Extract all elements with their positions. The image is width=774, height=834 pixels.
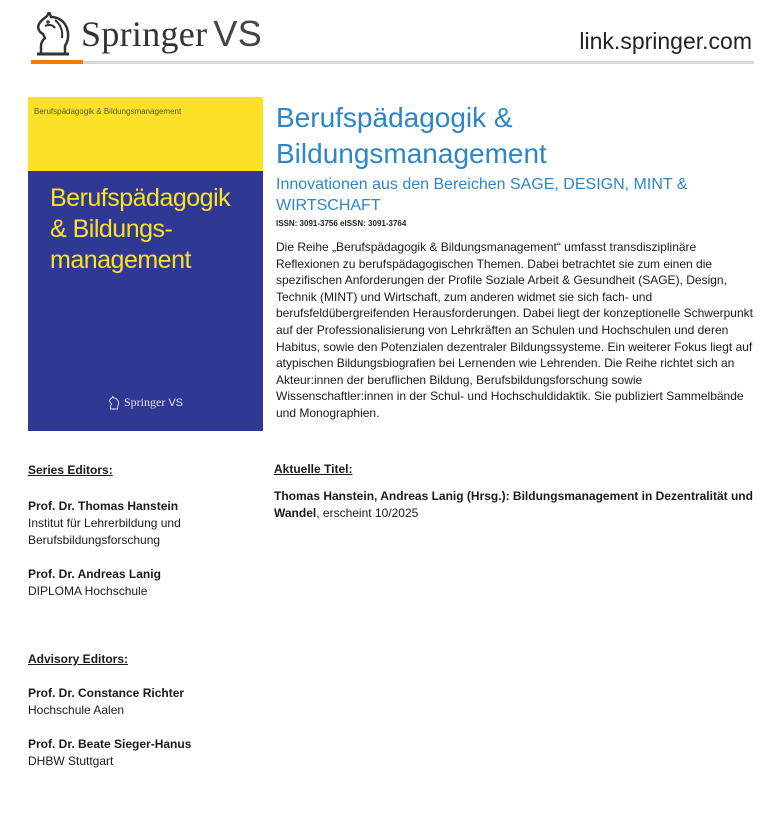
editor-affiliation: DIPLOMA Hochschule xyxy=(28,584,148,598)
editor-name: Prof. Dr. Thomas Hanstein xyxy=(28,499,179,513)
series-title-line: Berufspädagogik & xyxy=(276,102,513,133)
cover-band xyxy=(28,97,263,171)
brand-wordmark xyxy=(81,13,262,55)
series-issn: ISSN: 3091-3756 eISSN: 3091-3764 xyxy=(276,219,407,228)
advisory-editors-heading: Advisory Editors: xyxy=(28,652,129,666)
cover-title-line: & Bildungs- xyxy=(50,215,173,243)
cover-publisher-logo xyxy=(28,395,263,410)
editor-affiliation: Institut für Lehrerbildung und xyxy=(28,516,181,530)
cover-title-line: Berufspädagogik xyxy=(50,184,231,212)
book-cover[interactable] xyxy=(28,97,263,431)
brand-suffix: VS xyxy=(213,13,263,54)
cover-brand-name: Springer xyxy=(123,395,166,409)
editor-affiliation: DHBW Stuttgart xyxy=(28,754,114,768)
brand-name: Springer xyxy=(81,14,208,54)
series-title xyxy=(276,100,754,172)
site-url-link[interactable]: link.springer.com xyxy=(579,28,752,54)
editor-name: Prof. Dr. Constance Richter xyxy=(28,686,185,700)
cover-brand-suffix: VS xyxy=(168,396,183,409)
series-description: Die Reihe „Berufspädagogik & Bildungsmanagement“ umfasst transdisziplinäre Reflexionen zu berufspädagogischen Themen. Dabei betrachtet sie zum einen die spezifischen Anforderungen der Profile Soziale Arbeit & Gesundheit (SAGE), Design, Technik (MINT) und Wirtschaft, zum anderen widmet sie sich fach- und berufsfeldübergreifenden Herausforderungen. Dabei liegt der konzeptionelle Schwerpunkt auf der Professionalisierung von Lehrkräften an Schulen und Hochschulen und deren Habitus, sowie den Potenzialen dezentraler Bildungssysteme. Ein weiterer Fokus liegt auf atypischen Bildungsbiografien bei Lernenden wie Lehrenden. Die Reihe richtet sich an Akteur:innen der beruflichen Bildung, Berufsbildungsforschung sowie Wissenschaftler:innen in der Schul- und Hochschuldidaktik. Sie publiziert Sammelbände und Monographien. xyxy=(276,240,753,420)
editor-affiliation: Hochschule Aalen xyxy=(28,703,125,717)
editor-entry xyxy=(28,685,268,719)
header-divider xyxy=(83,61,754,64)
editor-affiliation: Berufsbildungsforschung xyxy=(28,533,161,547)
series-title-line: Bildungsmanagement xyxy=(276,138,547,169)
series-subtitle: Innovationen aus den Bereichen SAGE, DESIGN, MINT & WIRTSCHAFT xyxy=(276,176,688,214)
knight-horse-icon xyxy=(33,12,73,56)
series-editors-heading: Series Editors: xyxy=(28,463,113,477)
springer-logo[interactable] xyxy=(33,12,262,56)
current-title-status: , erscheint 10/2025 xyxy=(316,506,419,520)
editor-entry xyxy=(28,498,268,549)
series-info xyxy=(276,100,754,422)
editor-name: Prof. Dr. Beate Sieger-Hanus xyxy=(28,737,192,751)
editor-entry xyxy=(28,566,268,600)
page-header xyxy=(0,0,774,80)
series-editors xyxy=(28,462,268,600)
current-titles-heading: Aktuelle Titel: xyxy=(274,462,353,476)
cover-title-line: management xyxy=(50,246,191,274)
accent-bar xyxy=(31,60,83,64)
advisory-editors xyxy=(28,651,268,770)
cover-series-label: Berufspädagogik & Bildungsmanagement xyxy=(34,107,182,116)
editor-name: Prof. Dr. Andreas Lanig xyxy=(28,567,161,581)
editor-entry xyxy=(28,736,268,770)
knight-horse-icon xyxy=(108,396,120,410)
cover-title xyxy=(50,183,255,276)
current-title-entry xyxy=(274,488,754,522)
current-title-main: Thomas Hanstein, Andreas Lanig (Hrsg.): Bildungsmanagement in Dezentralität und Wandel xyxy=(274,489,753,520)
